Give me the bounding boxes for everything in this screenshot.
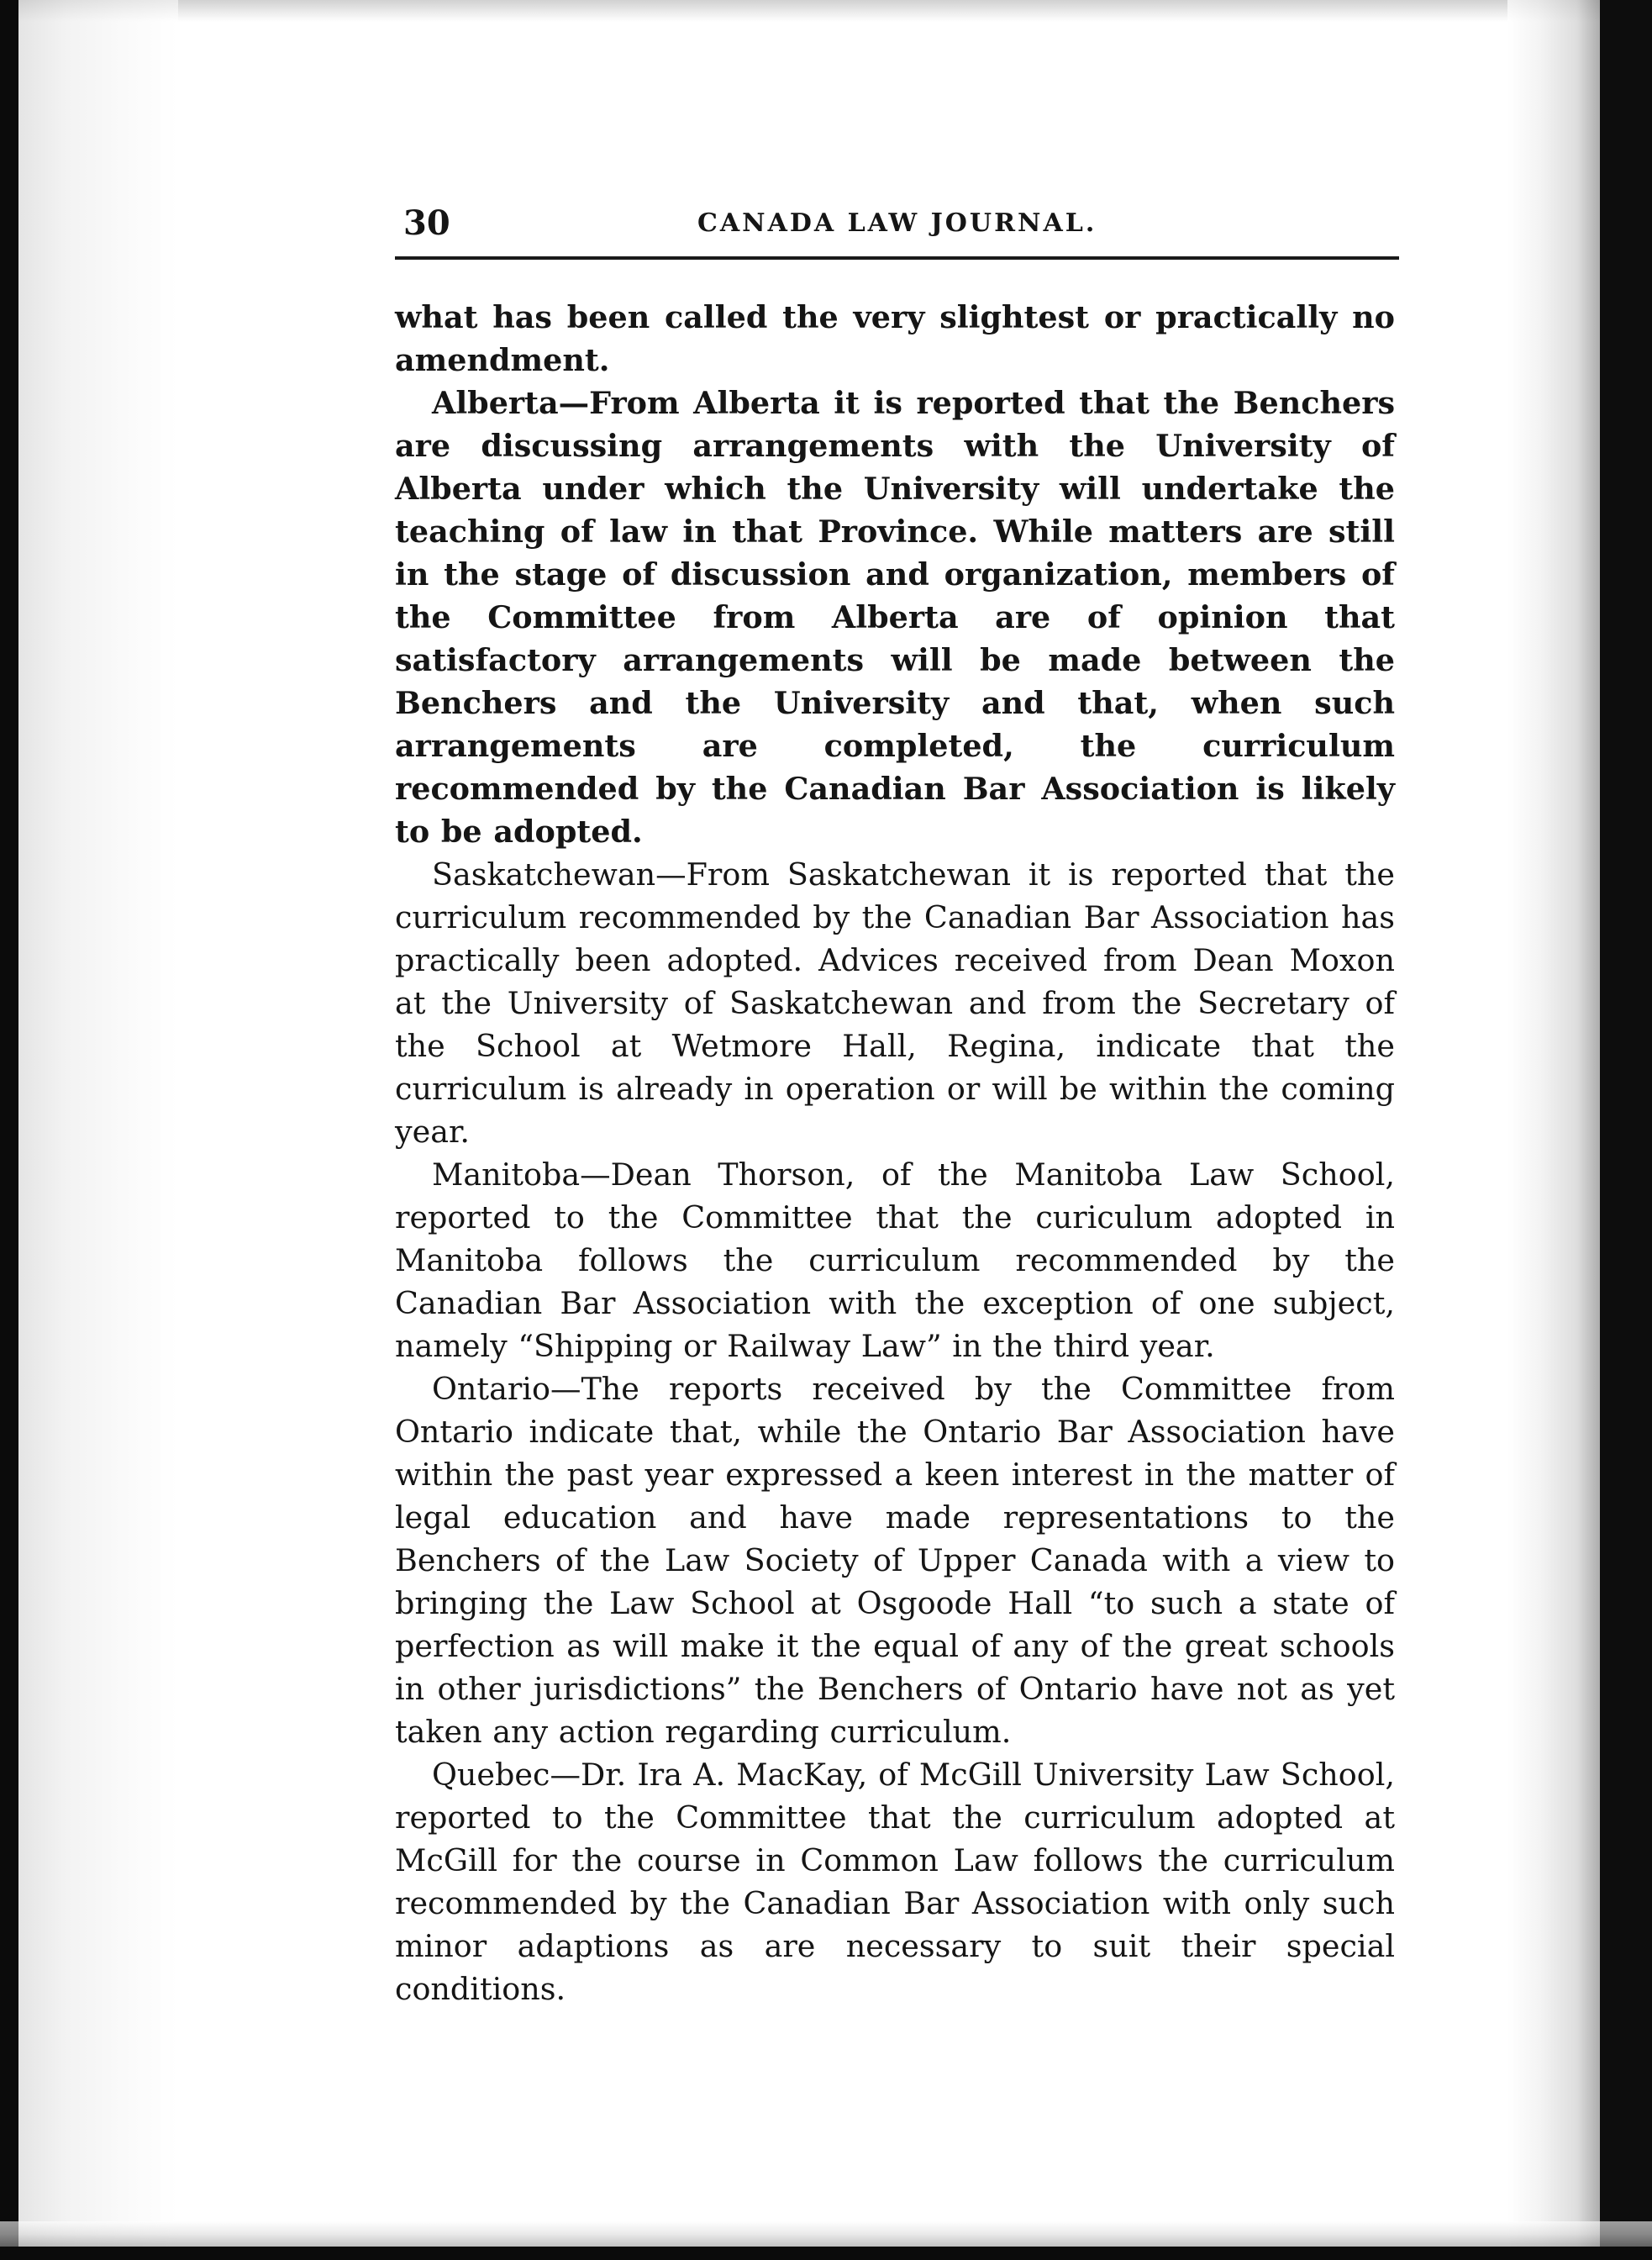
paragraph-manitoba: Manitoba—Dean Thorson, of the Manitoba Law School, reported to the Committee that the curiculum adopted in Manitoba follows the curriculum recommended by the Canadian Bar Association with the exception of one subject, namely “Shipping or Railway Law” in the third year.: [395, 1156, 1395, 1364]
scan-border-bottom: [0, 2247, 1652, 2260]
paragraph-ontario: Ontario—The reports received by the Committee from Ontario indicate that, while the Ontario Bar Association have within the past year expressed a keen interest in the matter of legal education and have made representations to the Benchers of the Law Society of Upper Canada with a view to bringing the Law School at Osgoode Hall “to such a state of perfection as will make it the equal of any of the great schools in other jurisdictions” the Benchers of Ontario have not as yet taken any action regarding curriculum.: [395, 1371, 1395, 1750]
paragraph-continuation: what has been called the very slightest or practically no amendment.: [395, 299, 1395, 378]
paragraph-alberta: Alberta—From Alberta it is reported that the Benchers are discussing arrangements with the University of Alberta under which the University will undertake the teaching of law in that Province. While matters are still in the stage of discussion and organization, members of the Committee from Alberta are of opinion that satisfactory arrangements will be made between the Benchers and the University and that, when such arrangements are completed, the curriculum recommended by the Canadian Bar Association is likely to be adopted.: [395, 385, 1395, 850]
article-body: [395, 296, 1395, 2010]
scan-shadow-bottom: [0, 2221, 1652, 2247]
paragraph-quebec: Quebec—Dr. Ira A. MacKay, of McGill University Law School, reported to the Committee that the curriculum adopted at McGill for the course in Common Law follows the curriculum recommended by the Canadian Bar Association with only such minor adaptions as are necessary to suit their special conditions.: [395, 1757, 1395, 2007]
page-number: 30: [403, 203, 450, 243]
scan-border-top: [0, 0, 1652, 22]
scan-border-right: [1600, 0, 1652, 2260]
scan-border-left: [0, 0, 18, 2260]
running-title: CANADA LAW JOURNAL.: [697, 208, 1097, 238]
scan-shadow-left: [18, 0, 178, 2260]
scan-shadow-right: [1507, 0, 1600, 2260]
header-rule: [395, 256, 1399, 260]
page-header: [403, 200, 1403, 247]
paragraph-saskatchewan: Saskatchewan—From Saskatchewan it is reported that the curriculum recommended by the Canadian Bar Association has practically been adopted. Advices received from Dean Moxon at the University of Saskatchewan and from the Secretary of the School at Wetmore Hall, Regina, indicate that the curriculum is already in operation or will be within the coming year.: [395, 856, 1395, 1150]
